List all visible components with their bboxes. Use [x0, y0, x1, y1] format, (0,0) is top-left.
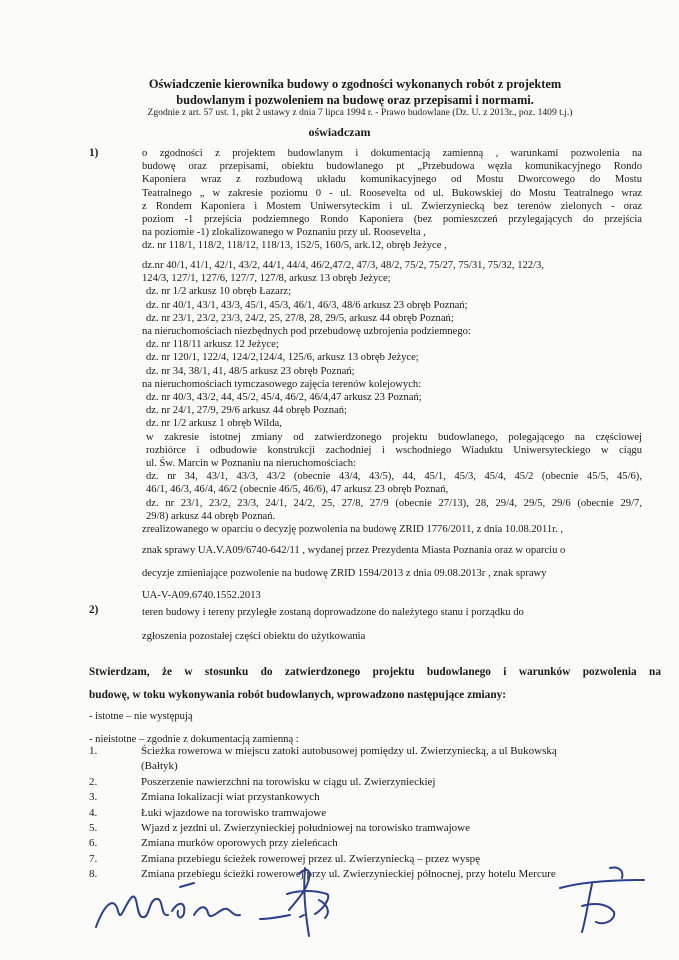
- permit-line: UA-V-A09.6740.1552.2013: [142, 590, 261, 601]
- parcel-line: dz. nr 118/11 arkusz 12 Jeżyce;: [146, 339, 279, 351]
- parcel-line: 29/8) arkusz 44 obręb Poznań.: [146, 510, 276, 522]
- list-item-text: (Bałtyk): [141, 760, 178, 773]
- declaration-heading: oświadczam: [308, 125, 371, 139]
- point-1-line: z Rondem Kaponiera i Mostem Uniwersyteckim i ul. Zwierzyniecką bez terenów zielonych - oraz: [142, 200, 642, 212]
- point-2-line: teren budowy i tereny przyległe zostaną doprowadzone do należytego stanu i porządku do: [142, 607, 524, 618]
- point-1-line: Teatralnego „ w zakresie poziomu 0 - ul. Roosevelta od ul. Bukowskiej do Mostu Teatralnego wraz: [142, 187, 642, 199]
- list-item-text: Zmiana murków oporowych przy zieleńcach: [141, 837, 338, 850]
- list-item: [89, 806, 557, 821]
- list-item-text: Łuki wjazdowe na torowisko tramwajowe: [141, 806, 327, 819]
- parcel-line: 46/1, 46/3, 46/4, 46/2 (obecnie 46/5, 46/6), 47 arkusz 23 obręb Poznań,: [146, 484, 449, 496]
- signature-middle: [275, 860, 355, 945]
- list-item-text: Ścieżka rowerowa w miejscu zatoki autobusowej pomiędzy ul. Zwierzyniecką, a ul Bukowską: [141, 745, 557, 757]
- parcel-line: dz.nr 40/1, 41/1, 42/1, 43/2, 44/1, 44/4, 46/2,47/2, 47/3, 48/2, 75/2, 75/27, 75/31, 75/32, 122/3,: [142, 260, 544, 271]
- list-item-number: 7.: [89, 852, 98, 865]
- list-item-number: 3.: [89, 791, 98, 804]
- list-item-text: Poszerzenie nawierzchni na torowisku w ciągu ul. Zwierzynieckiej: [141, 775, 436, 788]
- list-item: [89, 821, 557, 836]
- parcel-line: w zakresie istotnej zmiany od zatwierdzonego projektu budowlanego, polegającego na częściowej: [146, 431, 642, 443]
- list-item-number: 2.: [89, 775, 98, 788]
- parcel-line: dz. nr 34, 43/1, 43/3, 43/2 (obecnie 43/4, 43/5), 44, 45/1, 45/3, 45/4, 45/2 (obecnie 45/5, 45/6),: [146, 471, 642, 483]
- list-item: [89, 836, 557, 851]
- list-item-text: Wjazd z jezdni ul. Zwierzynieckiej południowej na torowisko tramwajowe: [141, 822, 470, 835]
- list-item-number: [89, 759, 141, 774]
- list-item: [89, 775, 557, 790]
- point-1-line: dz. nr 118/1, 118/2, 118/12, 118/13, 152/5, 160/5, ark.12, obręb Jeżyce ,: [142, 240, 447, 252]
- document-title-line2: budowlanym i pozwoleniem na budowę oraz przepisami i normami.: [176, 93, 534, 107]
- point-2-line: zgłoszenia pozostałej części obiektu do użytkowania: [142, 631, 366, 642]
- statement-line: budowę, w toku wykonywania robót budowlanych, wprowadzono następujące zmiany:: [89, 689, 507, 701]
- list-item-text: Zmiana przebiegu ścieżek rowerowej przez ul. Zwierzyniecką – przez wyspę: [141, 852, 480, 865]
- point-1-line: budowę oraz przepisami, obiektu budowlanego pt „Przebudowa węzła komunikacyjnego Rondo: [142, 161, 642, 173]
- minor-changes-line: - nieistotne – zgodnie z dokumentacją zamienną :: [89, 734, 299, 745]
- parcel-line: dz. nr 34, 38/1, 41, 48/5 arkusz 23 obręb Poznań;: [146, 365, 355, 377]
- parcel-line: dz. nr 40/3, 43/2, 44, 45/2, 45/4, 46/2, 46/4,47 arkusz 23 Poznań;: [146, 392, 422, 404]
- list-item: [89, 759, 557, 774]
- point-1-line: Kaponiera wraz z rozbudową układu komunikacyjnego od Mostu Dworcowego do Mostu: [142, 174, 642, 186]
- permit-reference-block: [142, 540, 642, 608]
- parcel-list-block: [142, 259, 642, 536]
- document-title-line1: Oświadczenie kierownika budowy o zgodności wykonanych robót z projektem: [148, 77, 562, 91]
- point-2-text-block: [142, 601, 642, 649]
- significant-changes-line: - istotne – nie występują: [89, 711, 193, 722]
- parcel-line: ul. Św. Marcin w Poznaniu na nieruchomościach:: [146, 458, 356, 470]
- point-1-line: poziom -1 przejścia podziemnego Rondo Kaponiera (bez pomieszczeń przylegających do przejścia: [142, 214, 642, 226]
- list-item-text: Zmiana lokalizacji wiat przystankowych: [141, 791, 320, 804]
- parcel-line: na nieruchomościach niezbędnych pod przebudowę uzbrojenia podziemnego:: [142, 326, 471, 338]
- changes-statement: [89, 661, 661, 707]
- permit-line: zrealizowanego w oparciu o decyzję pozwolenia na budowę ZRID 1776/2011, z dnia 10.08.2011r. ,: [142, 524, 564, 536]
- parcel-line: rozbiórce i odbudowie konstrukcji zachodniej i wschodniego Wiaduktu Uniwersyteckiego w ciągu: [146, 444, 642, 456]
- list-item: [89, 790, 557, 805]
- point-1-text-block: [142, 147, 642, 253]
- point-1-line: o zgodności z projektem budowlanym i dokumentacją zamienną , warunkami pozwolenia na: [142, 148, 642, 159]
- parcel-line: na nieruchomościach tymczasowego zajęcia terenów kolejowych:: [142, 378, 422, 390]
- parcel-line: dz. nr 1/2 arkusz 1 obręb Wilda,: [146, 418, 282, 430]
- parcel-line: dz. nr 1/2 arkusz 10 obręb Łazarz;: [146, 286, 292, 298]
- point-1-number: 1): [89, 147, 99, 159]
- list-item-number: 5.: [89, 822, 98, 835]
- parcel-line: dz. nr 23/1, 23/2, 23/3, 24/1, 24/2, 25, 27/8, 27/9 (obecnie 27/13), 28, 29/4, 29/5, 29/6 (obecnie 29/7,: [146, 497, 642, 509]
- parcel-line: dz. nr 23/1, 23/2, 23/3, 24/2, 25, 27/8, 28, 29/5, arkusz 44 obręb Poznań;: [146, 312, 454, 324]
- parcel-line: dz. nr 40/1, 43/1, 43/3, 45/1, 45/3, 46/1, 46/3, 48/6 arkusz 23 obręb Poznań;: [146, 299, 468, 311]
- list-item: [89, 744, 557, 759]
- point-2-number: 2): [89, 604, 99, 616]
- statement-line: Stwierdzam, że w stosunku do zatwierdzonego projektu budowlanego i warunków pozwolenia na: [89, 666, 661, 678]
- list-item-number: 6.: [89, 837, 98, 850]
- permit-line: znak sprawy UA.V.A09/6740-642/11 , wydanej przez Prezydenta Miasta Poznania oraz w oparciu o: [142, 545, 566, 556]
- list-item-number: 4.: [89, 806, 98, 819]
- list-item-text: Zmiana przebiegu ścieżki rowerowej przy ul. Zwierzynieckiej północnej, przy hotelu Mercure: [141, 868, 556, 881]
- signature-right: [552, 858, 652, 943]
- parcel-line: dz. nr 120/1, 122/4, 124/2,124/4, 125/6, arkusz 13 obręb Jeżyce;: [146, 352, 419, 364]
- list-item-number: 1.: [89, 745, 98, 757]
- parcel-line: dz. nr 24/1, 27/9, 29/6 arkusz 44 obręb Poznań;: [146, 405, 347, 417]
- permit-line: decyzje zmieniające pozwolenie na budowę ZRID 1594/2013 z dnia 09.08.2013r , znak sprawy: [142, 567, 547, 579]
- parcel-line: 124/3, 127/1, 127/6, 127/7, 127/8, arkusz 13 obręb Jeżyce;: [142, 273, 391, 285]
- list-item-number: 8.: [89, 868, 98, 881]
- point-1-line: na poziomie -1) zlokalizowanego w Poznaniu przy ul. Roosevelta ,: [142, 227, 426, 239]
- legal-basis-subtitle: Zgodnie z art. 57 ust. 1, pkt 2 ustawy z dnia 7 lipca 1994 r. - Prawo budowlane (Dz. U. z 2013r., poz. 1409 t.j.): [147, 107, 573, 118]
